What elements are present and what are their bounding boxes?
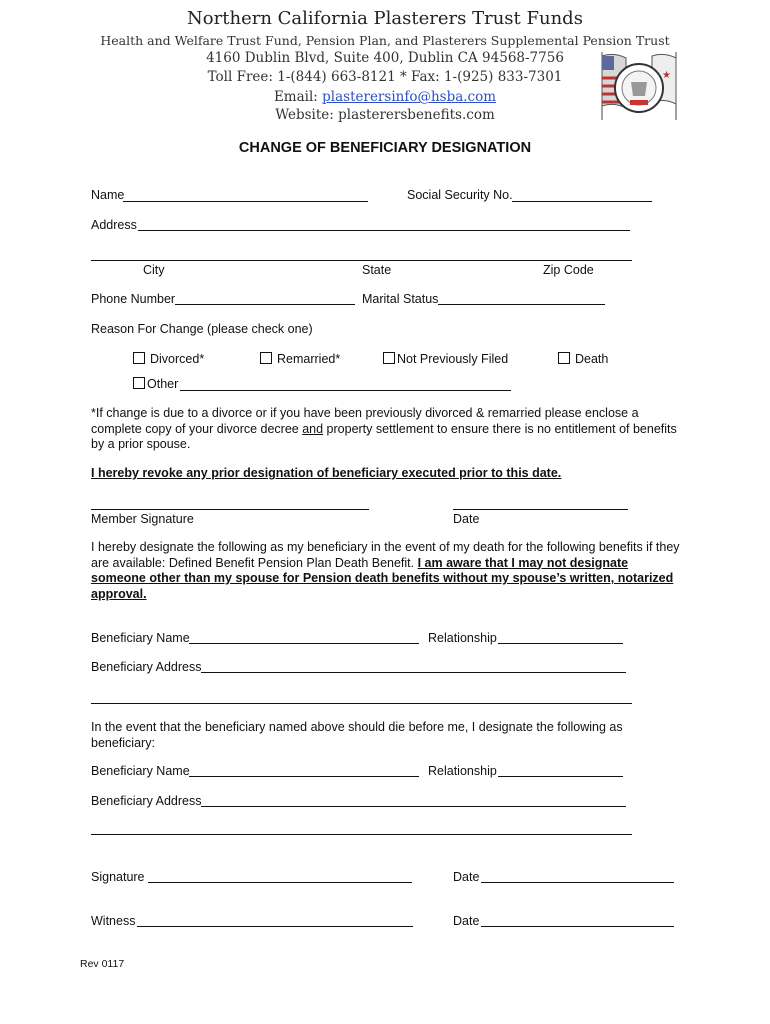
checkbox-not-previously-filed[interactable] bbox=[383, 352, 395, 364]
beneficiary-name-field[interactable] bbox=[189, 643, 419, 644]
checkbox-divorced[interactable] bbox=[133, 352, 145, 364]
designation-warning: I am aware that I may not designate someone other than my spouse for Pension death benefits without my spouse’s written, notarized approval. bbox=[91, 555, 674, 601]
name-field[interactable] bbox=[123, 201, 368, 202]
checkbox-remarried[interactable] bbox=[260, 352, 272, 364]
ssn-field[interactable] bbox=[512, 201, 652, 202]
option-death[interactable] bbox=[558, 352, 608, 366]
org-address: 4160 Dublin Blvd, Suite 400, Dublin CA 94568-7756 bbox=[206, 50, 564, 66]
signature-date-label: Date bbox=[453, 870, 480, 884]
option-divorced-label: Divorced* bbox=[150, 352, 205, 366]
beneficiary-address-field[interactable] bbox=[201, 672, 626, 673]
witness-date-field[interactable] bbox=[481, 926, 674, 927]
org-phone: Toll Free: 1-(844) 663-8121 * Fax: 1-(925) 833-7301 bbox=[207, 69, 563, 85]
ssn-label: Social Security No. bbox=[407, 188, 513, 202]
signature-date-field[interactable] bbox=[481, 882, 674, 883]
form-title: CHANGE OF BENEFICIARY DESIGNATION bbox=[238, 140, 532, 156]
address-label: Address bbox=[91, 218, 137, 232]
option-remarried-label: Remarried* bbox=[277, 352, 341, 366]
beneficiary-address-field-line-2[interactable] bbox=[91, 703, 632, 704]
org-website: Website: plasterersbenefits.com bbox=[275, 107, 495, 123]
name-label: Name bbox=[91, 188, 125, 202]
state-label: State bbox=[362, 263, 392, 277]
contingent-statement: In the event that the beneficiary named above should die before me, I designate the following as beneficiary: bbox=[91, 720, 623, 750]
option-other[interactable] bbox=[133, 377, 178, 391]
option-not-previously-filed[interactable] bbox=[383, 352, 508, 366]
member-date-label: Date bbox=[453, 512, 480, 526]
beneficiary-address-label: Beneficiary Address bbox=[91, 660, 202, 674]
address-field[interactable] bbox=[138, 230, 630, 231]
relationship-field[interactable] bbox=[498, 643, 623, 644]
org-name: Northern California Plasterers Trust Funds bbox=[187, 8, 583, 29]
beneficiary-name-label: Beneficiary Name bbox=[91, 631, 190, 645]
svg-text:★: ★ bbox=[662, 70, 671, 81]
contingent-beneficiary-address-field-line-2[interactable] bbox=[91, 834, 632, 835]
other-reason-field[interactable] bbox=[180, 390, 511, 391]
phone-label: Phone Number bbox=[91, 292, 176, 306]
phone-field[interactable] bbox=[175, 304, 355, 305]
address-field-line-2[interactable] bbox=[91, 260, 632, 261]
member-signature-field[interactable] bbox=[91, 509, 369, 510]
signature-field[interactable] bbox=[148, 882, 412, 883]
contingent-beneficiary-name-label: Beneficiary Name bbox=[91, 764, 190, 778]
checkbox-other[interactable] bbox=[133, 377, 145, 389]
divorce-note bbox=[91, 406, 691, 453]
member-signature-label: Member Signature bbox=[91, 512, 194, 526]
revision-code: Rev 0117 bbox=[80, 958, 125, 970]
org-subtitle: Health and Welfare Trust Fund, Pension Plan, and Plasterers Supplemental Pension Trust bbox=[100, 33, 670, 48]
witness-field[interactable] bbox=[137, 926, 413, 927]
checkbox-death[interactable] bbox=[558, 352, 570, 364]
divorce-note-start: *If change is due to a divorce or if you have been previously divorced & remarried please enclose a complete copy of your divorce decree bbox=[91, 406, 639, 436]
divorce-note-end: property settlement to ensure there is no entitlement of benefits by a prior spouse. bbox=[91, 421, 677, 451]
contingent-beneficiary-address-label: Beneficiary Address bbox=[91, 794, 202, 808]
contingent-relationship-label: Relationship bbox=[428, 764, 497, 778]
marital-status-field[interactable] bbox=[438, 304, 605, 305]
witness-label: Witness bbox=[91, 914, 136, 928]
zip-label: Zip Code bbox=[543, 263, 594, 277]
option-other-label: Other bbox=[147, 377, 179, 391]
relationship-label: Relationship bbox=[428, 631, 497, 645]
divorce-note-and: and bbox=[302, 421, 324, 436]
signature-label: Signature bbox=[91, 870, 145, 884]
option-death-label: Death bbox=[575, 352, 609, 366]
contingent-beneficiary-name-field[interactable] bbox=[189, 776, 419, 777]
reason-label: Reason For Change (please check one) bbox=[91, 322, 313, 336]
marital-status-label: Marital Status bbox=[362, 292, 439, 306]
option-divorced[interactable] bbox=[133, 352, 204, 366]
trust-seal-logo bbox=[592, 48, 684, 122]
contingent-beneficiary-address-field[interactable] bbox=[201, 806, 626, 807]
contingent-relationship-field[interactable] bbox=[498, 776, 623, 777]
designation-text: I hereby designate the following as my beneficiary in the event of my death for the following benefits if they are available: Defined Benefit Pension Plan Death Benefit. bbox=[91, 540, 680, 570]
email-link[interactable]: plasterersinfo@hsba.com bbox=[322, 89, 497, 105]
member-signature-date-field[interactable] bbox=[453, 509, 628, 510]
city-label: City bbox=[143, 263, 165, 277]
option-remarried[interactable] bbox=[260, 352, 340, 366]
witness-date-label: Date bbox=[453, 914, 480, 928]
revoke-statement: I hereby revoke any prior designation of beneficiary executed prior to this date. bbox=[91, 466, 562, 480]
option-not-filed-label: Not Previously Filed bbox=[397, 352, 509, 366]
designation-statement bbox=[91, 540, 681, 602]
email-label: Email: bbox=[273, 89, 323, 105]
